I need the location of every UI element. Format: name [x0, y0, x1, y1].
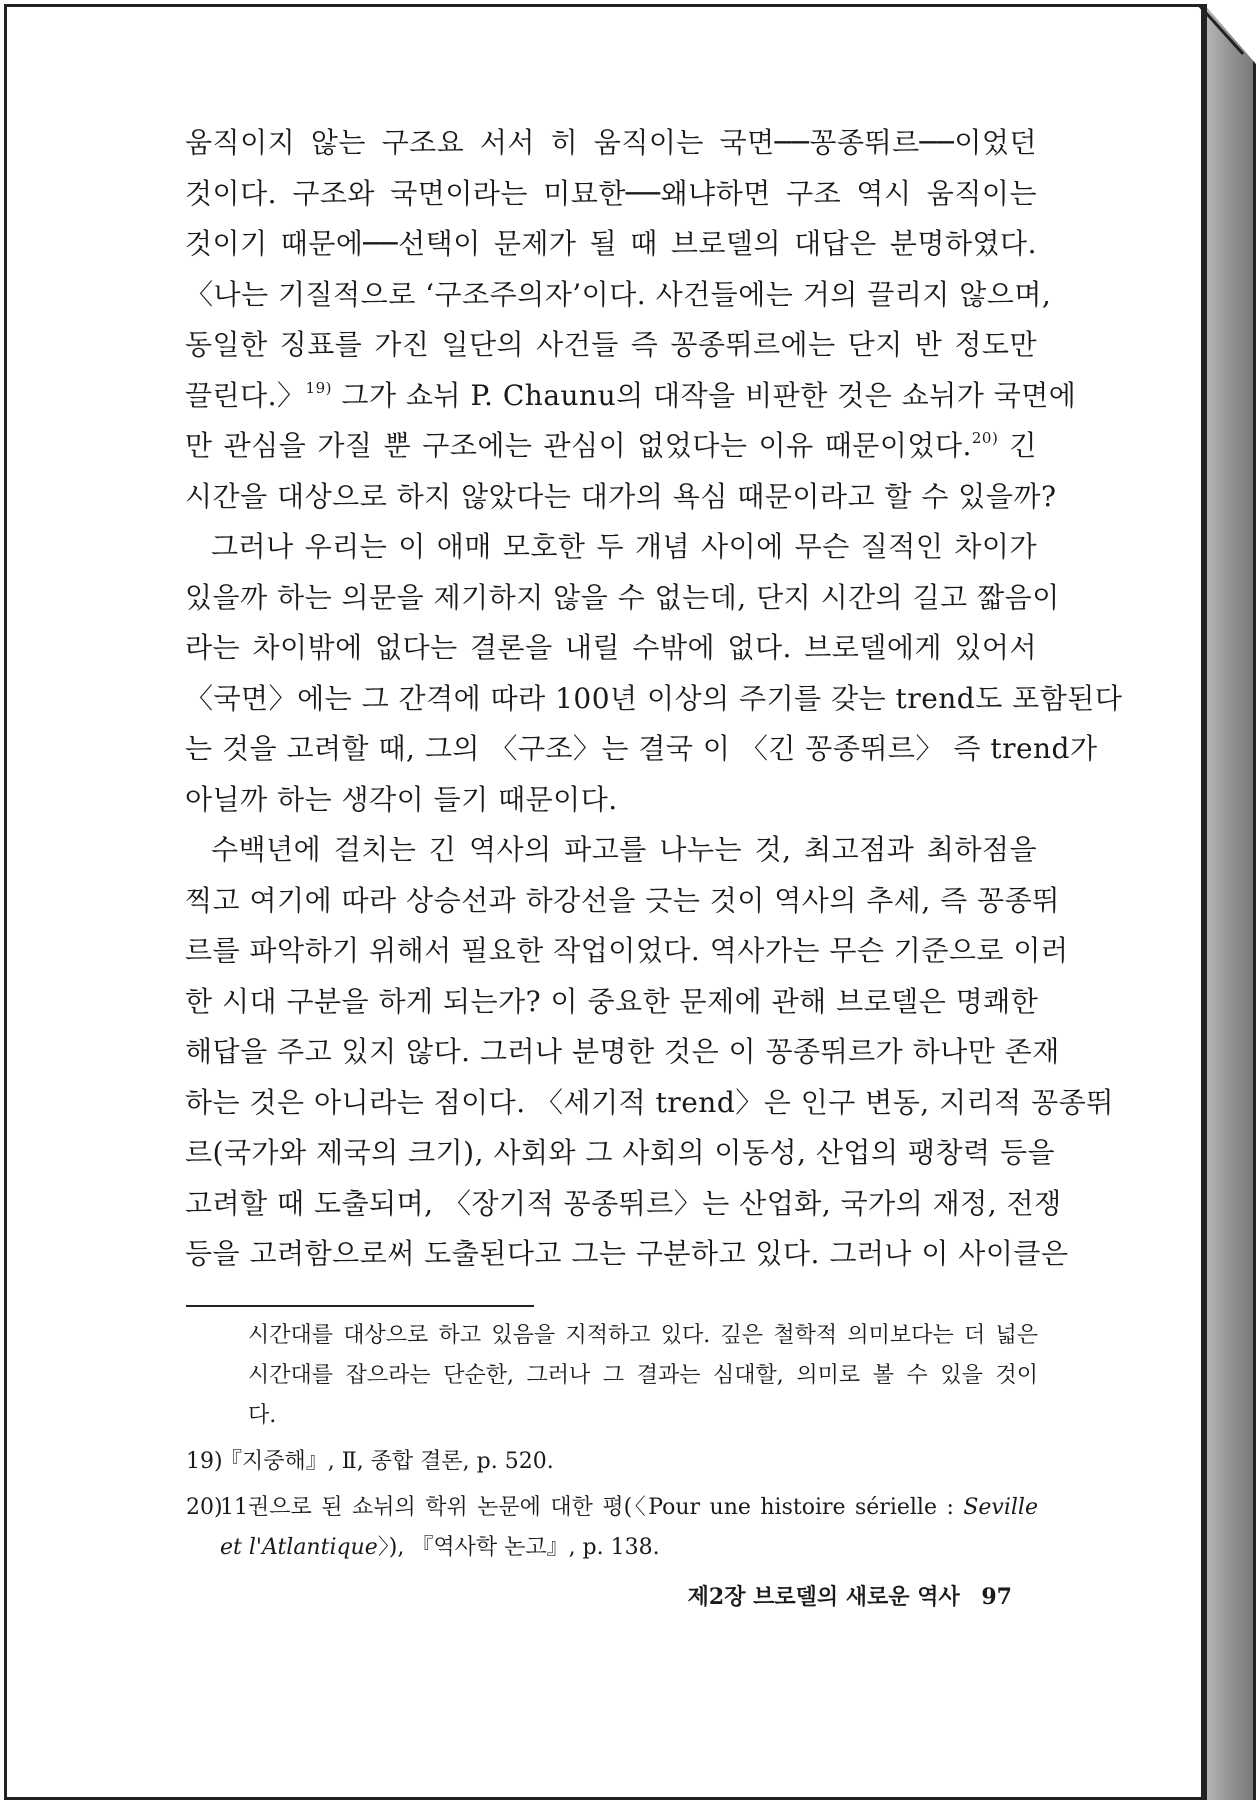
footnote-text: 〉), 『역사학 논고』, p. 138.: [377, 1535, 660, 1560]
page-edge-line: [1204, 4, 1207, 1800]
paragraph-line: 한 시대 구분을 하게 되는가? 이 중요한 문제에 관해 브로델은 명쾌한: [185, 984, 1039, 1018]
footnote-ref-20[interactable]: 20): [971, 429, 999, 447]
footnote-20: [186, 1488, 1038, 1528]
paragraph-line: 등을 고려함으로써 도출된다고 그는 구분하고 있다. 그러나 이 사이클은: [185, 1237, 1069, 1270]
footnote-text: 11권으로 된 쇼뉘의 학위 논문에 대한 평(〈Pour une histoire sérielle :: [220, 1495, 964, 1520]
paragraph-line: 르(국가와 제국의 크기), 사회와 그 사회의 이동성, 산업의 팽창력 등을: [185, 1136, 1056, 1169]
body-line: 것이기 때문에──선택이 문제가 될 때 브로델의 대답은 분명하였다.: [185, 227, 1037, 260]
body-line: [185, 371, 1077, 422]
footnote-text: 『지중해』, Ⅱ, 종합 결론, p. 520.: [220, 1449, 554, 1474]
footnote-italic-title: et l'Atlantique: [220, 1535, 378, 1560]
running-footer: [600, 1580, 1012, 1611]
footnotes: [186, 1316, 1038, 1568]
footnote-20-continued: [186, 1528, 1038, 1568]
paragraph-line: 그러나 우리는 이 애매 모호한 두 개념 사이에 무슨 질적인 차이가: [211, 530, 1037, 563]
footnote-19: [186, 1442, 1038, 1482]
page-number: 97: [981, 1584, 1012, 1610]
footnote-italic-title: Seville: [963, 1495, 1038, 1520]
paragraph-line: 〈국면〉에는 그 간격에 따라 100년 이상의 주기를 갖는 trend도 포함된다: [185, 681, 1123, 715]
body-line: 〈나는 기질적으로 ‘구조주의자’이다. 사건들에는 거의 끌리지 않으며,: [185, 277, 1052, 311]
paragraph-line: 있을까 하는 의문을 제기하지 않을 수 없는데, 단지 시간의 길고 짧음이: [185, 580, 1060, 614]
footnote-number: 20): [186, 1495, 223, 1520]
footnote-divider: [186, 1305, 534, 1307]
body-line: [185, 421, 1037, 472]
body-text: [185, 118, 1123, 1280]
body-line: 움직이지 않는 구조요 서서 히 움직이는 국면──꽁종뛰르──이었던: [185, 126, 1037, 159]
body-line: 동일한 징표를 가진 일단의 사건들 즉 꽁종뛰르에는 단지 반 정도만: [185, 328, 1037, 361]
footnote-number: 19): [186, 1449, 223, 1474]
footnote-ref-19[interactable]: 19): [305, 378, 332, 397]
footnote-continued-line: 다.: [248, 1403, 277, 1428]
paragraph-line: 아닐까 하는 생각이 들기 때문이다.: [185, 782, 618, 816]
paragraph-line: 찍고 여기에 따라 상승선과 하강선을 긋는 것이 역사의 추세, 즉 꽁종뛰: [185, 883, 1060, 917]
footnote-continued-line: 시간대를 잡으라는 단순한, 그러나 그 결과는 심대할, 의미로 볼 수 있을 것이: [248, 1363, 1038, 1388]
body-text-segment: 끌린다.〉: [185, 378, 306, 412]
paragraph-line: 하는 것은 아니라는 점이다. 〈세기적 trend〉은 인구 변동, 지리적 꽁종뛰: [185, 1085, 1114, 1119]
paragraph-line: 라는 차이밖에 없다는 결론을 내릴 수밖에 없다. 브로델에게 있어서: [185, 631, 1037, 664]
body-line: 것이다. 구조와 국면이라는 미묘한──왜냐하면 구조 역시 움직이는: [185, 176, 1037, 210]
paragraph-line: 는 것을 고려할 때, 그의 〈구조〉는 결국 이 〈긴 꽁종뛰르〉 즉 trend가: [185, 732, 1098, 765]
running-title: 제2장 브로델의 새로운 역사: [687, 1584, 960, 1610]
page-edge-shadow: [1204, 4, 1256, 1800]
body-text-segment: 그가 쇼뉘 P. Chaunu의 대작을 비판한 것은 쇼뉘가 국면에: [332, 378, 1077, 412]
footnote-continued-line: 시간대를 대상으로 하고 있음을 지적하고 있다. 깊은 철학적 의미보다는 더 넓은: [248, 1323, 1038, 1348]
paragraph-line: 고려할 때 도출되며, 〈장기적 꽁종뛰르〉는 산업화, 국가의 재정, 전쟁: [185, 1186, 1062, 1220]
paragraph-line: 해답을 주고 있지 않다. 그러나 분명한 것은 이 꽁종뛰르가 하나만 존재: [185, 1035, 1060, 1068]
body-line: 시간을 대상으로 하지 않았다는 대가의 욕심 때문이라고 할 수 있을까?: [185, 479, 1057, 513]
paragraph-line: 수백년에 걸치는 긴 역사의 파고를 나누는 것, 최고점과 최하점을: [211, 833, 1037, 866]
body-text-segment: 만 관심을 가질 뿐 구조에는 관심이 없었다는 이유 때문이었다.: [185, 429, 972, 462]
body-text-segment: 긴: [998, 429, 1037, 462]
paragraph-line: 르를 파악하기 위해서 필요한 작업이었다. 역사가는 무슨 기준으로 이러: [185, 934, 1069, 967]
